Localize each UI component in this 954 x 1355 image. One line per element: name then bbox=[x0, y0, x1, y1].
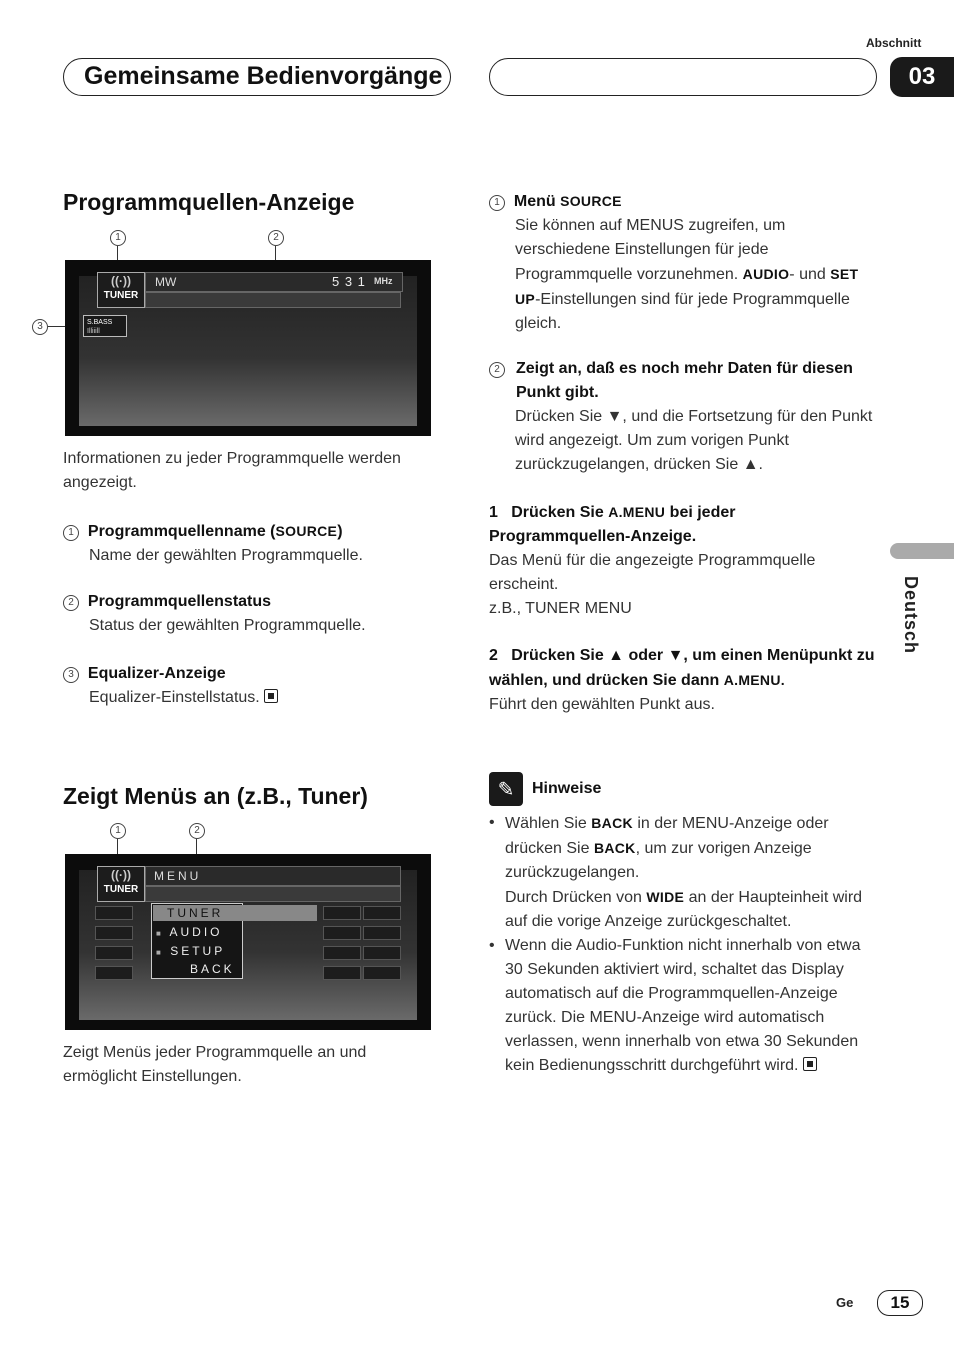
menu-source-item bbox=[489, 189, 881, 336]
source-display-intro: Informationen zu jeder Programmquelle werden angezeigt. bbox=[63, 450, 401, 491]
item-number: 2 bbox=[63, 595, 79, 611]
section-label: Abschnitt bbox=[866, 36, 922, 50]
item-title: Programmquellenstatus bbox=[87, 593, 272, 610]
grid-cell bbox=[95, 946, 133, 960]
menu-sub-bar bbox=[145, 886, 401, 902]
tuner-logo-text: TUNER bbox=[103, 884, 139, 895]
grid-cell bbox=[323, 906, 361, 920]
end-mark-icon bbox=[264, 689, 278, 703]
footer-lang: Ge bbox=[836, 1295, 854, 1310]
grid-cell bbox=[363, 906, 401, 920]
section-heading-menus: Zeigt Menüs an (z.B., Tuner) bbox=[63, 783, 368, 809]
step-number: 1 bbox=[489, 504, 498, 521]
end-mark-icon bbox=[803, 1057, 817, 1071]
page-title: Gemeinsame Bedienvorgänge bbox=[84, 62, 443, 90]
menu-item-label: AUDIO bbox=[169, 925, 223, 939]
step-title: Drücken Sie ▲ oder ▼, um einen Menüpunkt zu wählen, und drücken Sie dann bbox=[489, 647, 875, 689]
grid-cell bbox=[363, 926, 401, 940]
item-desc: Sie können auf MENUS zugreifen, um verschiedene Einstellungen für jede Programmquelle vorzunehmen. AUDIO- und SET UP-Einstellungen sind für jede Programmquelle gleich. bbox=[515, 217, 859, 332]
notes-block bbox=[489, 772, 881, 1078]
step-example: z.B., TUNER MENU bbox=[489, 600, 632, 617]
menu-item-setup[interactable] bbox=[156, 943, 225, 961]
grid-cell bbox=[363, 946, 401, 960]
menu-item-label: BACK bbox=[190, 962, 235, 976]
source-item-1 bbox=[63, 519, 453, 568]
item-desc: Status der gewählten Programmquelle. bbox=[89, 617, 366, 634]
callout-2: 2 bbox=[189, 823, 205, 839]
equalizer-indicator bbox=[83, 315, 127, 337]
note-1: • Wählen Sie BACK in der MENU-Anzeige oder drücken Sie BACK, um zur vorigen Anzeige zurückzugelangen. Durch Drücken von WIDE an der Haupteinheit wird auf die vorige Anzeige zurückgeschaltet. bbox=[489, 811, 881, 934]
grid-cell bbox=[323, 926, 361, 940]
item-desc: Drücken Sie ▼, und die Fortsetzung für den Punkt wird angezeigt. Um zum vorigen Punkt zurückzugelangen, drücken Sie ▲. bbox=[515, 408, 873, 473]
section-heading-source-display: Programmquellen-Anzeige bbox=[63, 189, 355, 215]
grid-cell bbox=[95, 966, 133, 980]
eq-bars: Illiiill bbox=[87, 328, 100, 335]
empty-header-pill bbox=[489, 58, 877, 96]
step-desc: Das Menü für die angezeigte Programmquelle erscheint. bbox=[489, 552, 816, 593]
item-desc: Name der gewählten Programmquelle. bbox=[89, 547, 363, 564]
note-pencil-icon: ✎ bbox=[489, 772, 523, 806]
menu-item-label: TUNER bbox=[167, 906, 224, 920]
menu-item-audio[interactable] bbox=[156, 924, 223, 942]
tuner-logo-text: TUNER bbox=[103, 290, 139, 301]
antenna-icon: ((·)) bbox=[111, 274, 131, 288]
source-item-2 bbox=[63, 590, 453, 638]
callout-1: 1 bbox=[110, 823, 126, 839]
frequency-value: 5 3 1 bbox=[332, 274, 366, 289]
section-number-badge: 03 bbox=[890, 57, 954, 97]
eq-label: S.BASS bbox=[87, 319, 113, 326]
item-number: 2 bbox=[489, 362, 505, 378]
menu-item-label: SETUP bbox=[170, 944, 226, 958]
callout-3: 3 bbox=[32, 319, 48, 335]
more-data-item bbox=[489, 357, 881, 477]
tuner-logo bbox=[97, 272, 145, 308]
item-title: Menü SOURCE bbox=[513, 193, 622, 210]
side-tab-marker bbox=[890, 543, 954, 559]
item-number: 1 bbox=[63, 525, 79, 541]
menu-bullet-icon: ■ bbox=[156, 948, 164, 957]
band-label: MW bbox=[155, 275, 177, 289]
step-number: 2 bbox=[489, 647, 498, 664]
menu-title: MENU bbox=[154, 869, 202, 883]
frequency-unit: MHz bbox=[374, 276, 393, 286]
note-2: • Wenn die Audio-Funktion nicht innerhalb von etwa 30 Sekunden aktiviert wird, schaltet das Display automatisch auf die Programmquellen-Anzeige zurück. Die MENU-Anzeige wird automatisch verlassen, wenn innerhalb von etwa 30 Sekunden kein Bedienungsschritt durchgeführt wird. bbox=[489, 934, 881, 1078]
antenna-icon: ((·)) bbox=[111, 868, 131, 882]
menu-item-tuner[interactable] bbox=[153, 905, 317, 921]
menu-screen bbox=[65, 854, 431, 1030]
step-title-key: A.MENU. bbox=[723, 672, 785, 688]
grid-cell bbox=[323, 966, 361, 980]
tuner-screen bbox=[65, 260, 431, 436]
item-title: Programmquellenname (SOURCE) bbox=[87, 523, 343, 540]
callout-1: 1 bbox=[110, 230, 126, 246]
title-pill bbox=[63, 58, 451, 96]
item-desc: Equalizer-Einstellstatus. bbox=[89, 689, 260, 706]
grid-cell bbox=[95, 926, 133, 940]
menu-bullet-icon: ■ bbox=[156, 929, 164, 938]
tuner-logo bbox=[97, 866, 145, 902]
menu-item-back[interactable] bbox=[190, 961, 235, 977]
menu-display-caption: Zeigt Menüs jeder Programmquelle an und ermöglicht Einstellungen. bbox=[63, 1044, 367, 1085]
item-title: Equalizer-Anzeige bbox=[87, 665, 226, 682]
grid-cell bbox=[95, 906, 133, 920]
item-number: 1 bbox=[489, 195, 505, 211]
item-title: Zeigt an, daß es noch mehr Daten für diesen Punkt gibt. bbox=[516, 360, 853, 401]
callout-2: 2 bbox=[268, 230, 284, 246]
step-2 bbox=[489, 644, 881, 717]
menu-title-bar bbox=[145, 866, 401, 886]
language-side-label: Deutsch bbox=[901, 576, 921, 655]
status-bar bbox=[145, 292, 401, 308]
step-1 bbox=[489, 500, 881, 621]
step-desc: Führt den gewählten Punkt aus. bbox=[489, 696, 715, 713]
source-item-3 bbox=[63, 662, 453, 710]
source-name-bar bbox=[145, 272, 403, 292]
grid-cell bbox=[323, 946, 361, 960]
page-number: 15 bbox=[877, 1290, 923, 1316]
notes-heading: Hinweise bbox=[532, 780, 602, 797]
menu-list bbox=[151, 903, 243, 979]
item-number: 3 bbox=[63, 667, 79, 683]
grid-cell bbox=[363, 966, 401, 980]
step-title: Drücken Sie A.MENU bei jeder Programmquellen-Anzeige. bbox=[489, 504, 736, 545]
